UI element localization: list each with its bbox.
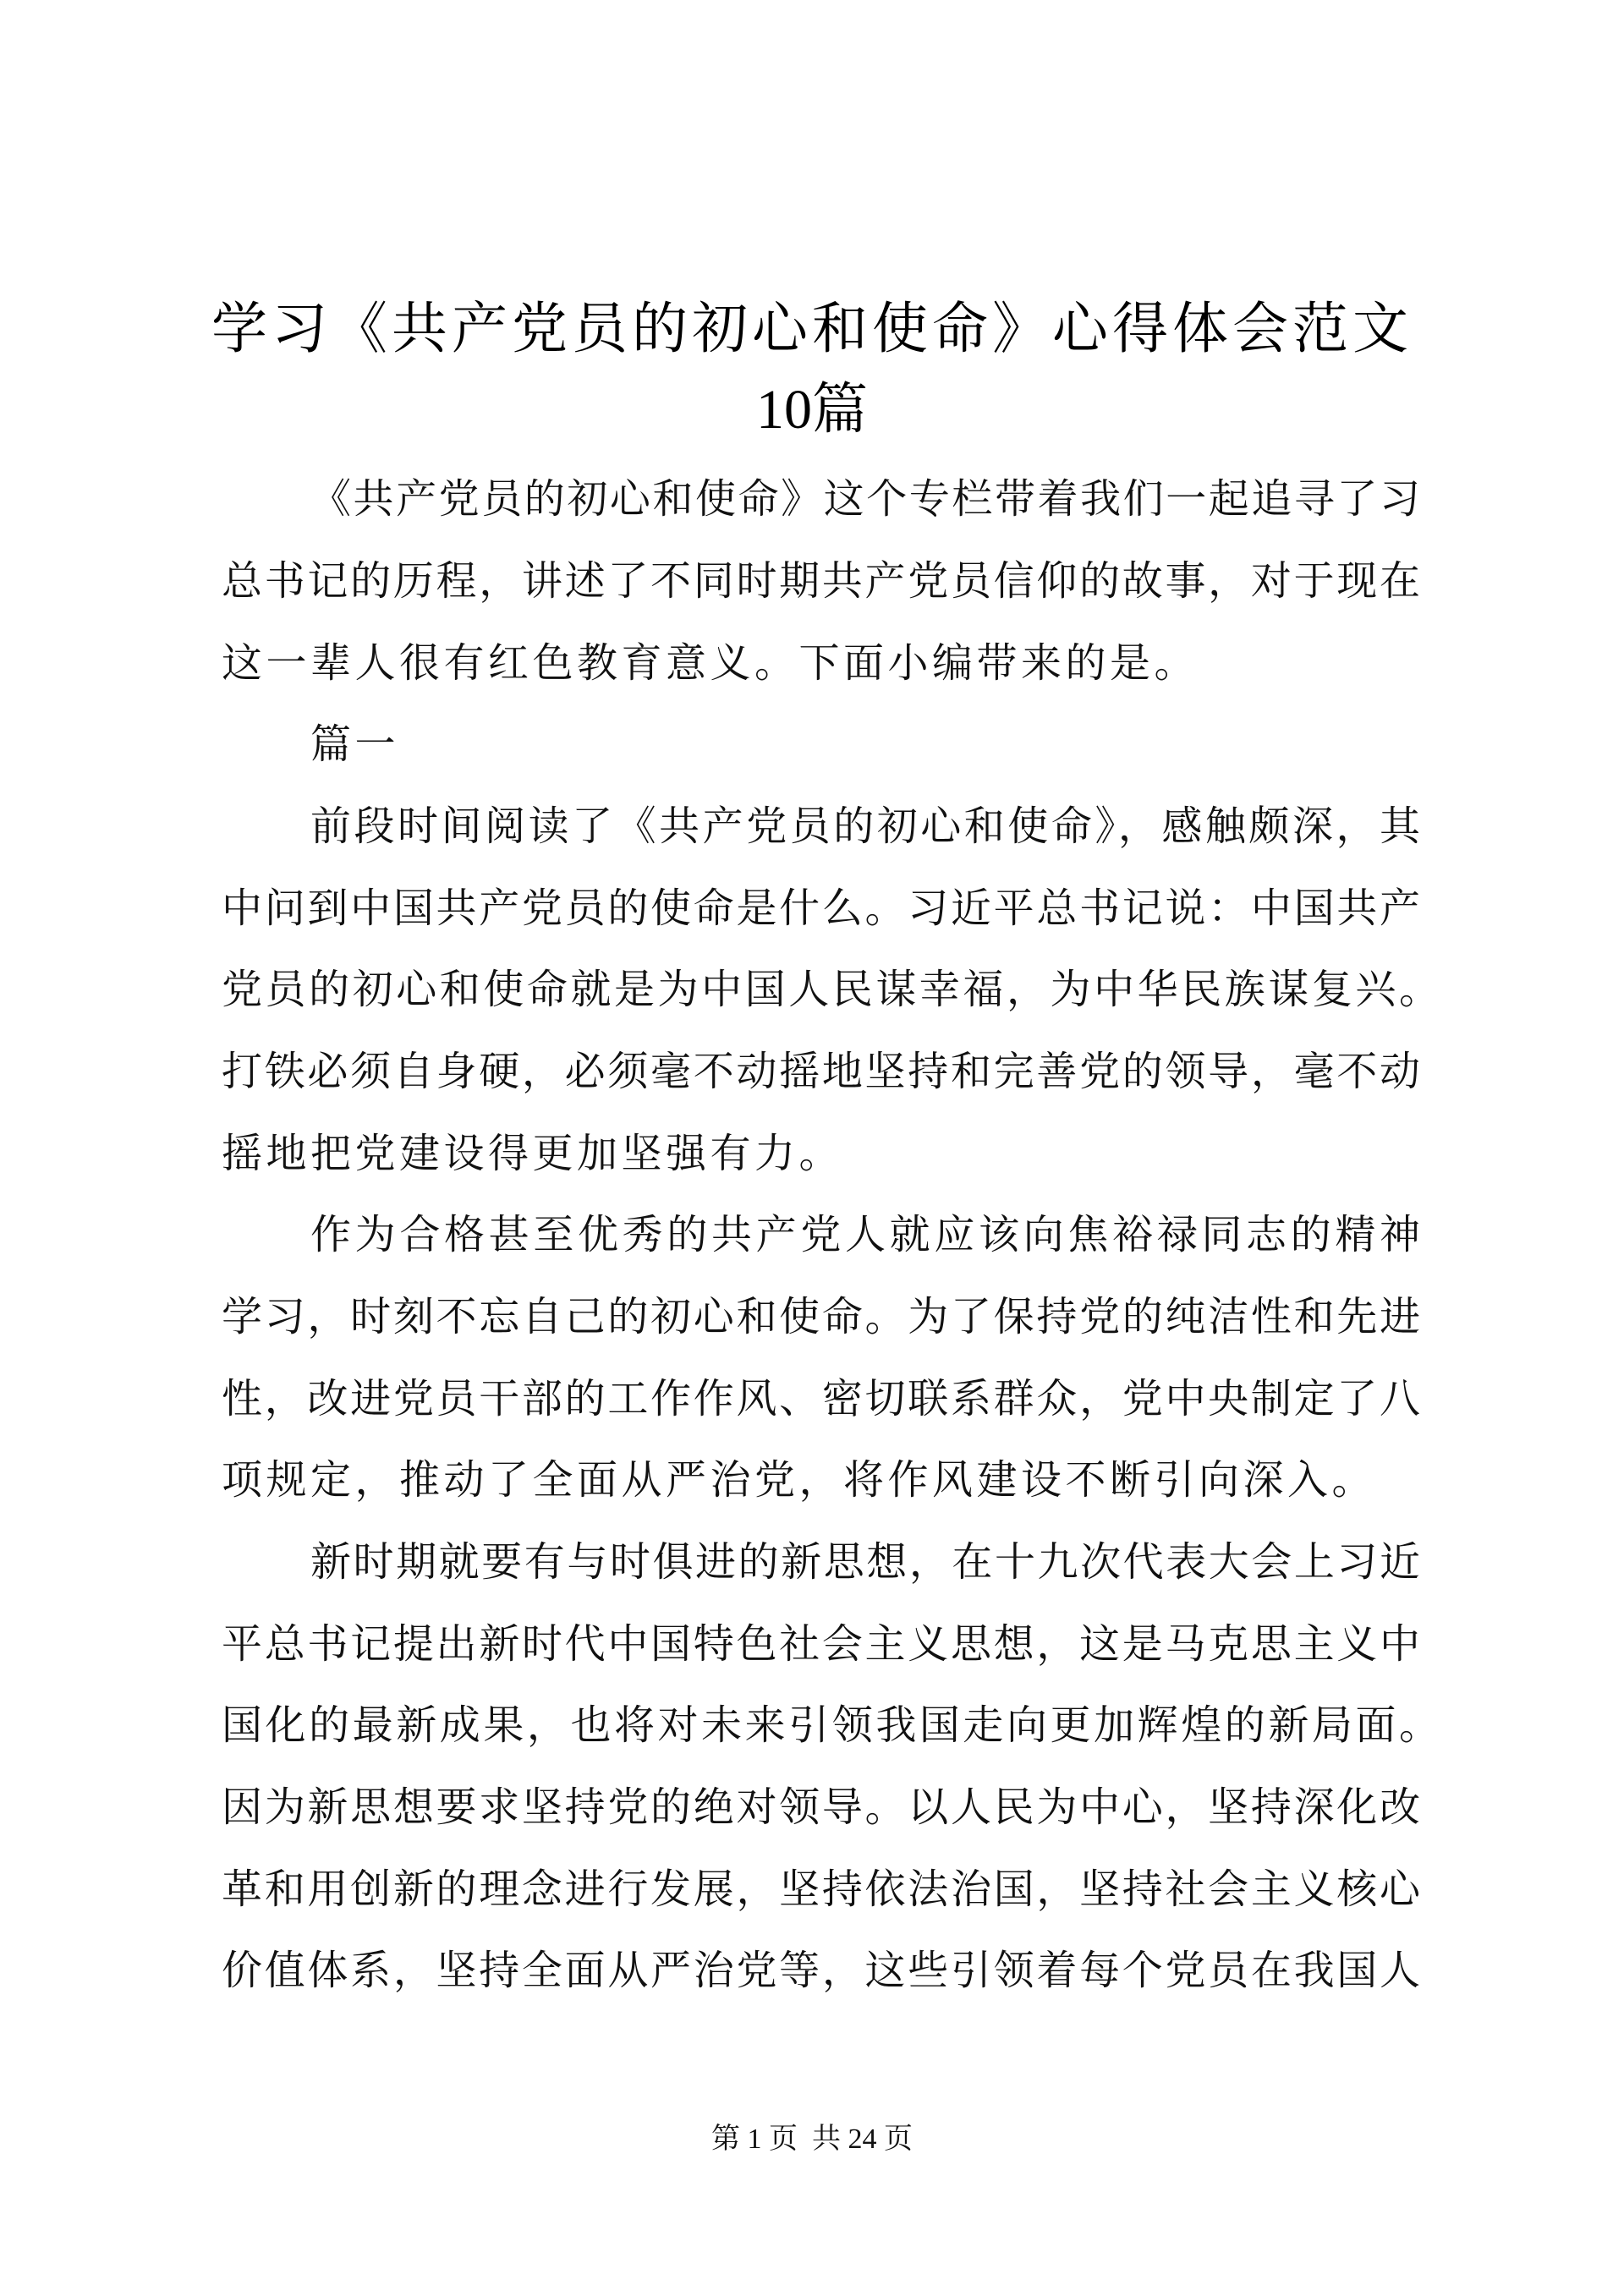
intro-line-2: 总书记的历程，讲述了不同时期共产党员信仰的故事，对于现在 bbox=[222, 557, 1420, 605]
paragraph-1-line-4: 打铁必须自身硬，必须毫不动摇地坚持和完善党的领导，毫不动 bbox=[222, 1048, 1420, 1095]
intro-line-1: 《共产党员的初心和使命》这个专栏带着我们一起追寻了习 bbox=[310, 475, 1420, 523]
paragraph-1-line-5: 摇地把党建设得更加坚强有力。 bbox=[222, 1130, 844, 1177]
document-title-line-1: 学习《共产党员的初心和使命》心得体会范文 bbox=[211, 299, 1413, 360]
paragraph-3-line-6: 价值体系，坚持全面从严治党等，这些引领着每个党员在我国人 bbox=[222, 1947, 1420, 1994]
section-heading: 篇一 bbox=[310, 721, 400, 768]
paragraph-3-line-1: 新时期就要有与时俱进的新思想，在十九次代表大会上习近 bbox=[310, 1538, 1420, 1586]
document-title-line-2: 10篇 bbox=[756, 379, 868, 441]
intro-line-3: 这一辈人很有红色教育意义。下面小编带来的是。 bbox=[222, 639, 1199, 687]
paragraph-1-line-2: 中问到中国共产党员的使命是什么。习近平总书记说：中国共产 bbox=[222, 885, 1420, 932]
page-number-footer: 第 1 页 共 24 页 bbox=[711, 2123, 913, 2155]
paragraph-3-line-4: 因为新思想要求坚持党的绝对领导。以人民为中心，坚持深化改 bbox=[222, 1784, 1420, 1831]
paragraph-3-line-5: 革和用创新的理念进行发展，坚持依法治国，坚持社会主义核心 bbox=[222, 1866, 1420, 1913]
paragraph-2-line-4: 项规定，推动了全面从严治党，将作风建设不断引向深入。 bbox=[222, 1456, 1377, 1504]
paragraph-1-line-1: 前段时间阅读了《共产党员的初心和使命》，感触颇深，其 bbox=[310, 803, 1420, 850]
paragraph-1-line-3: 党员的初心和使命就是为中国人民谋幸福，为中华民族谋复兴。 bbox=[222, 966, 1440, 1013]
paragraph-3-line-2: 平总书记提出新时代中国特色社会主义思想，这是马克思主义中 bbox=[222, 1620, 1420, 1668]
paragraph-2-line-2: 学习，时刻不忘自己的初心和使命。为了保持党的纯洁性和先进 bbox=[222, 1293, 1420, 1340]
paragraph-3-line-3: 国化的最新成果，也将对未来引领我国走向更加辉煌的新局面。 bbox=[222, 1701, 1440, 1749]
paragraph-2-line-3: 性，改进党员干部的工作作风、密切联系群众，党中央制定了八 bbox=[222, 1375, 1420, 1422]
paragraph-2-line-1: 作为合格甚至优秀的共产党人就应该向焦裕禄同志的精神 bbox=[310, 1211, 1420, 1258]
